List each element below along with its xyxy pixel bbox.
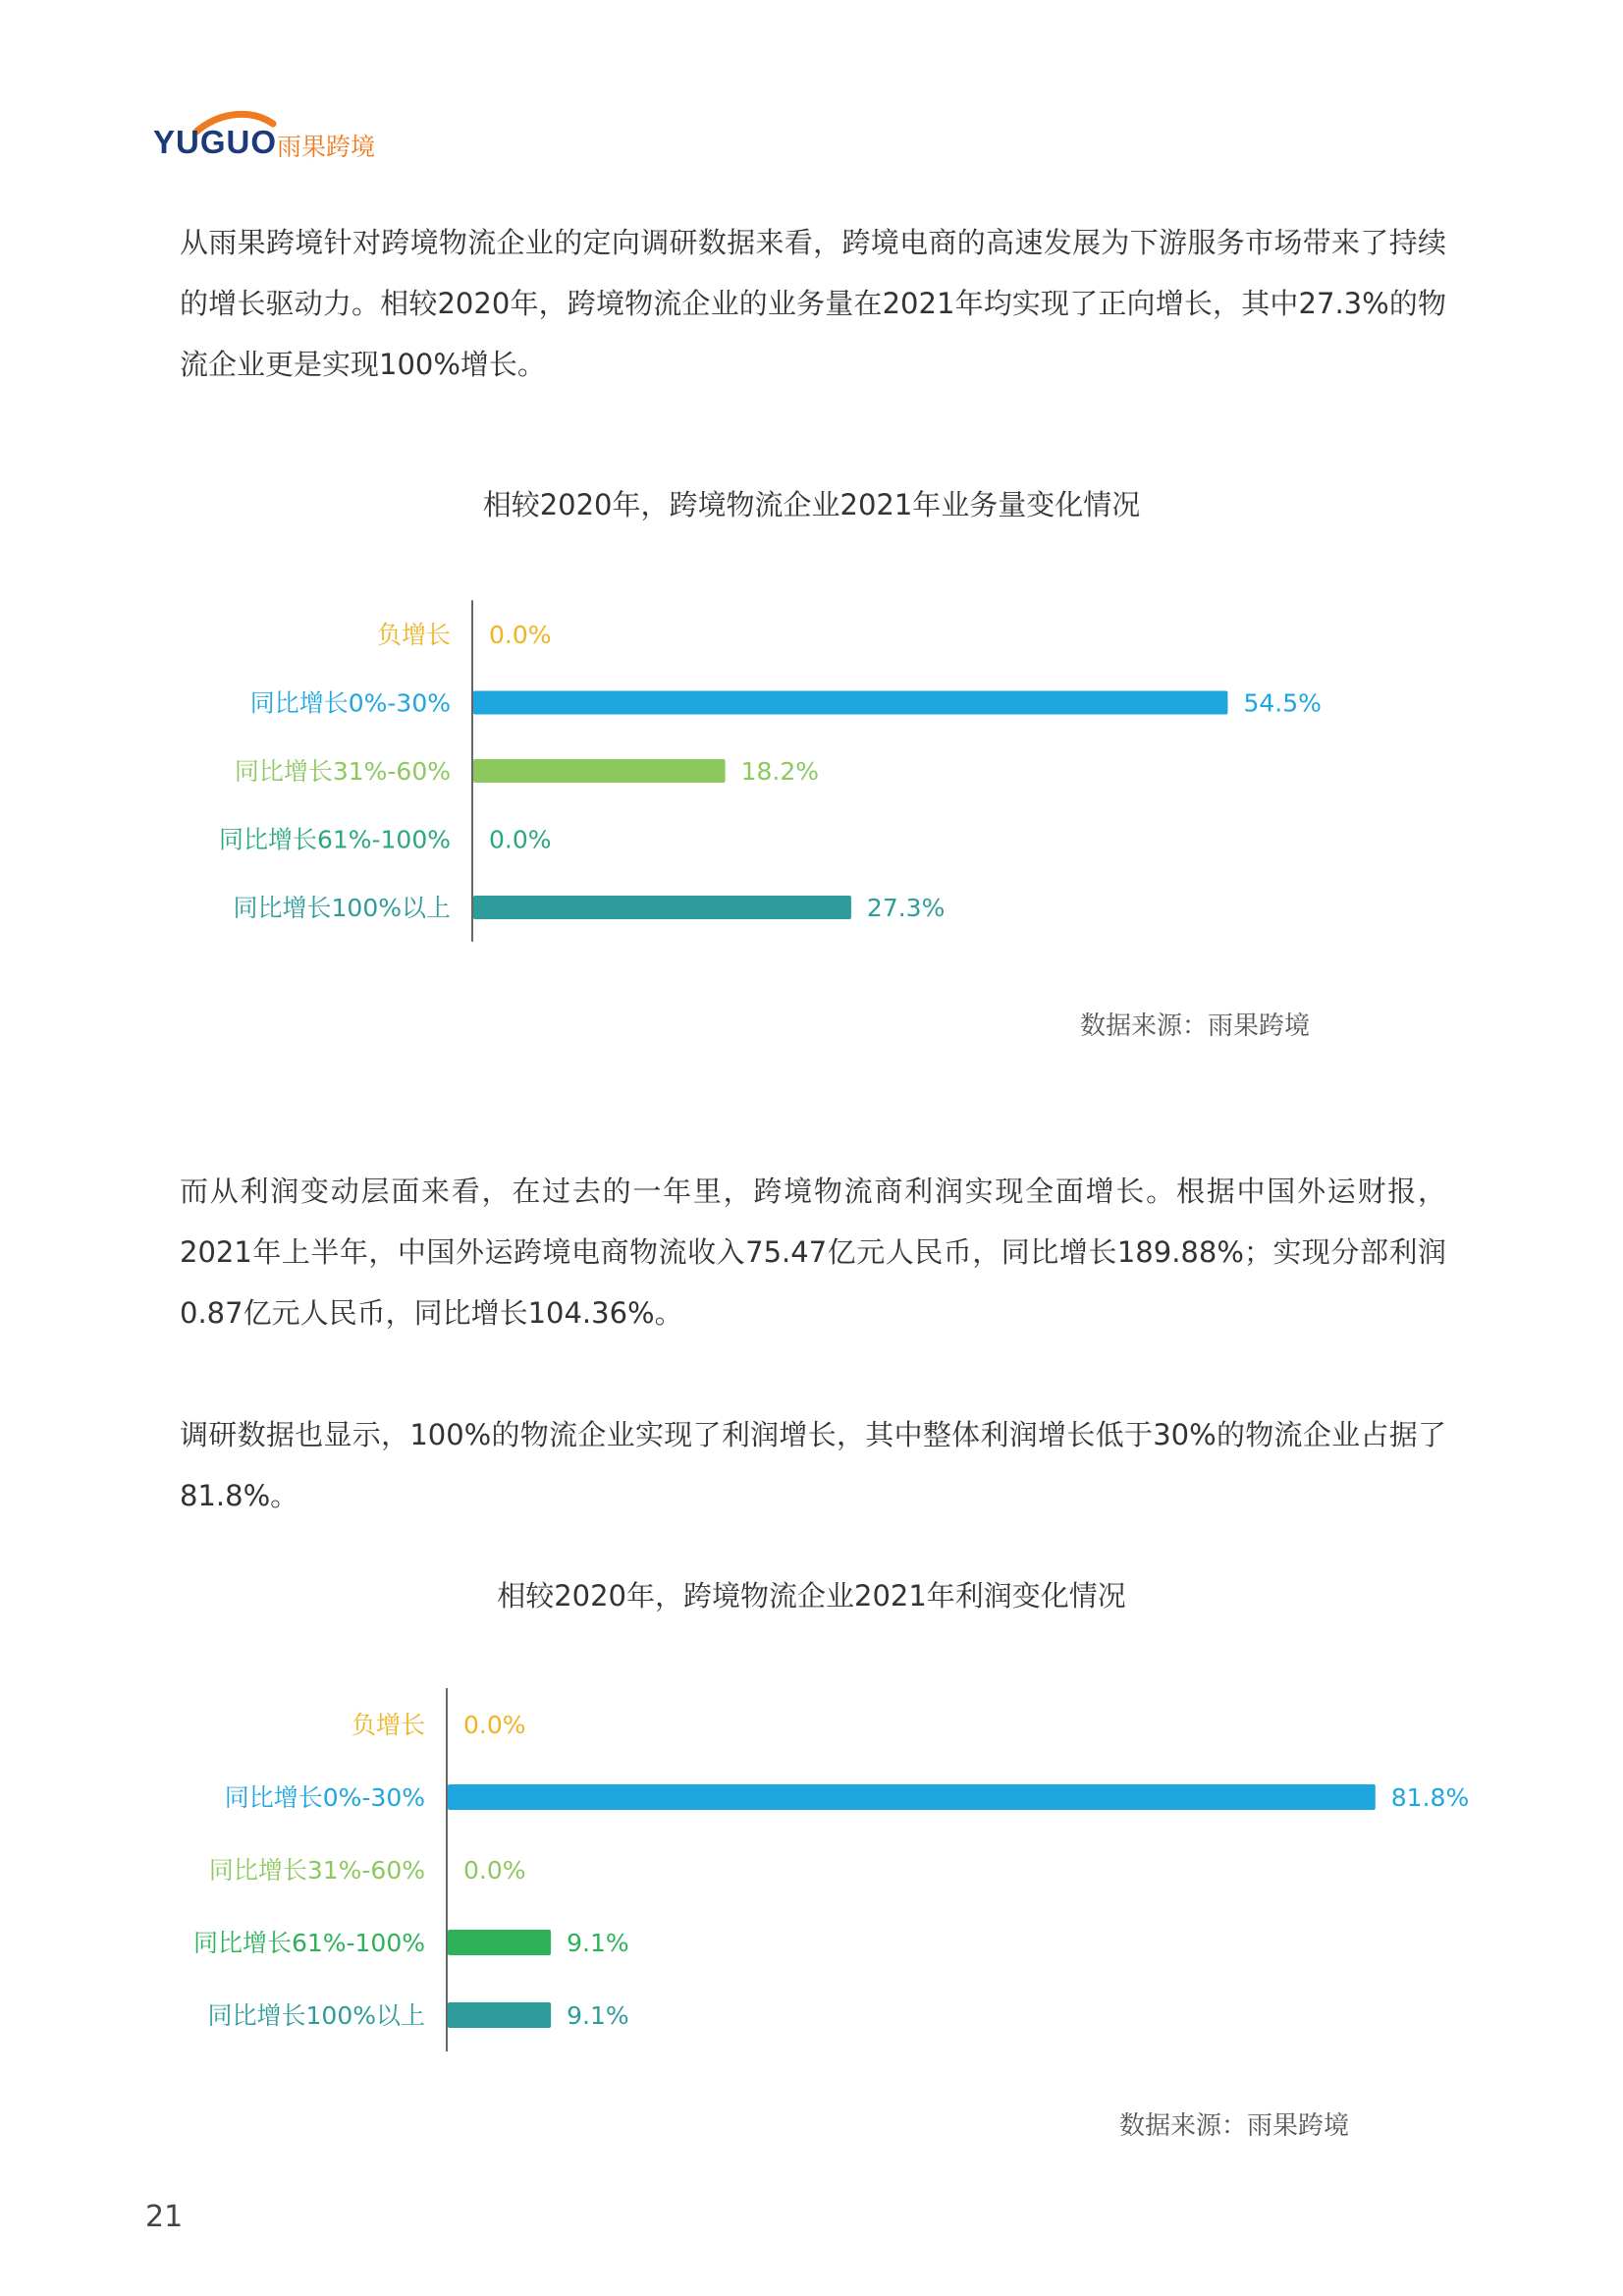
category-label: 同比增长61%-100% <box>218 825 451 854</box>
data-label: 9.1% <box>567 2001 629 2030</box>
chart-1-title: 相较2020年，跨境物流企业2021年业务量变化情况 <box>482 488 1141 521</box>
yuguo-logo <box>153 106 408 165</box>
data-label: 0.0% <box>489 621 552 649</box>
category-label: 同比增长31%-60% <box>208 1856 425 1885</box>
bar <box>448 1784 1376 1810</box>
category-label: 负增长 <box>376 621 451 649</box>
data-label: 0.0% <box>463 1711 526 1739</box>
category-label: 同比增长31%-60% <box>234 757 451 786</box>
category-label: 同比增长61%-100% <box>192 1929 425 1957</box>
logo-text-en: YUGUO <box>153 124 278 160</box>
data-label: 9.1% <box>567 1929 629 1957</box>
page-number: 21 <box>145 2200 184 2234</box>
paragraph-profit-change: 而从利润变动层面来看，在过去的一年里，跨境物流商利润实现全面增长。根据中国外运财报，2021年上半年，中国外运跨境电商物流收入75.47亿元人民币，同比增长189.88%；实现分部利润0.87亿元人民币，同比增长104.36%。 <box>180 1175 1446 1330</box>
bar <box>448 2002 551 2028</box>
bar <box>473 896 851 919</box>
bar <box>473 691 1227 715</box>
category-label: 负增长 <box>351 1711 425 1739</box>
chart-2-title: 相较2020年，跨境物流企业2021年利润变化情况 <box>497 1579 1126 1613</box>
logo-text-cn: 雨果跨境 <box>277 133 376 161</box>
category-label: 同比增长0%-30% <box>224 1783 425 1812</box>
paragraph-survey-profit: 调研数据也显示，100%的物流企业实现了利润增长，其中整体利润增长低于30%的物流企业占据了81.8%。 <box>180 1418 1446 1512</box>
bar <box>473 759 726 783</box>
bar <box>448 1930 551 1955</box>
data-label: 0.0% <box>463 1856 526 1885</box>
data-label: 54.5% <box>1243 688 1322 718</box>
data-label: 0.0% <box>489 825 552 854</box>
data-label: 18.2% <box>740 757 820 786</box>
paragraph-business-volume: 从雨果跨境针对跨境物流企业的定向调研数据来看，跨境电商的高速发展为下游服务市场带来了持续的增长驱动力。相较2020年，跨境物流企业的业务量在2021年均实现了正向增长，其中27.3%的物流企业更是实现100%增长。 <box>180 226 1446 381</box>
category-label: 同比增长100%以上 <box>233 894 451 922</box>
chart-1-source: 数据来源：雨果跨境 <box>1080 1011 1311 1041</box>
data-label: 27.3% <box>866 894 946 922</box>
category-label: 同比增长0%-30% <box>249 688 451 718</box>
data-label: 81.8% <box>1390 1783 1470 1812</box>
category-label: 同比增长100%以上 <box>207 2001 425 2030</box>
chart-2-source: 数据来源：雨果跨境 <box>1119 2111 1350 2141</box>
